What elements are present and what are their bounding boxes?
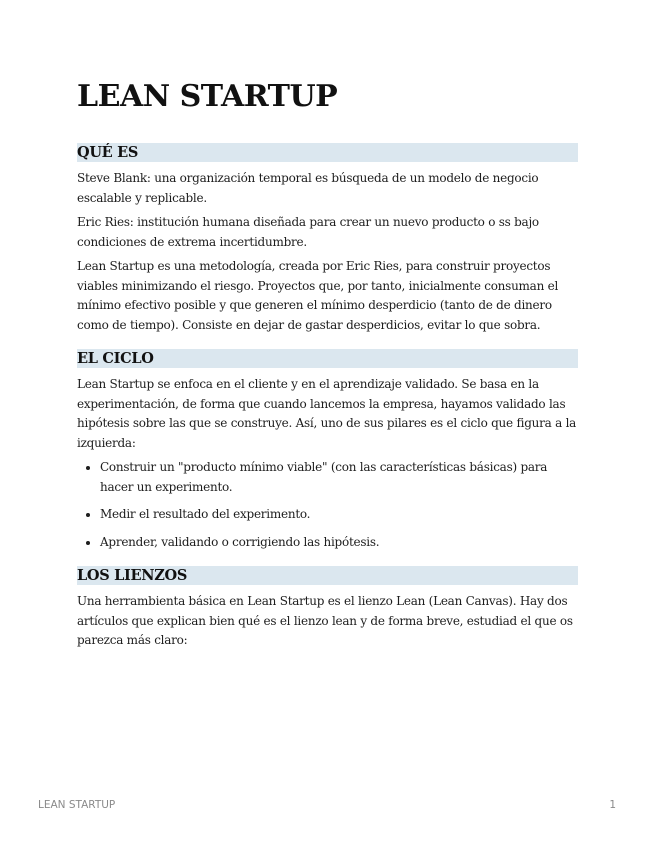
page-number: 1 bbox=[609, 799, 616, 811]
section-los-lienzos bbox=[77, 566, 578, 651]
section-que-es bbox=[77, 143, 578, 335]
document-title: LEAN STARTUP bbox=[77, 79, 338, 114]
section-heading: QUÉ ES bbox=[77, 143, 578, 162]
paragraph: Lean Startup es una metodología, creada por Eric Ries, para construir proyectos viables minimizando el riesgo. Proyectos que, por tanto, inicialmente consuman el mínimo efectivo posible y que generen el mínimo desperdicio (tanto de de dinero como de tiempo). Consiste en dejar de gastar desperdicios, evitar lo que sobra. bbox=[77, 259, 559, 332]
bullet-item: • Medir el resultado del experimento. bbox=[100, 505, 578, 525]
bullet-list bbox=[77, 458, 578, 552]
footer-title: LEAN STARTUP bbox=[38, 799, 116, 811]
bullet-item: • Aprender, validando o corrigiendo las hipótesis. bbox=[100, 533, 578, 553]
bullet-item: • Construir un "producto mínimo viable" (con las características básicas) para hacer un experimento. bbox=[100, 458, 578, 497]
paragraph: Una herrambienta básica en Lean Startup es el lienzo Lean (Lean Canvas). Hay dos artículos que explican bien qué es el lienzo lean y de forma breve, estudiad el que os parezca más claro: bbox=[77, 594, 573, 647]
section-heading: LOS LIENZOS bbox=[77, 566, 578, 585]
section-el-ciclo bbox=[77, 349, 578, 552]
paragraph: Lean Startup se enfoca en el cliente y en el aprendizaje validado. Se basa en la experimentación, de forma que cuando lancemos la empresa, hayamos validado las hipótesis sobre las que se construye. Así, uno de sus pilares es el ciclo que figura a la izquierda: bbox=[77, 377, 577, 450]
document-page bbox=[77, 78, 578, 665]
paragraph: Steve Blank: una organización temporal es búsqueda de un modelo de negocio escalable y replicable. bbox=[77, 171, 539, 205]
paragraph: Eric Ries: institución humana diseñada para crear un nuevo producto o ss bajo condiciones de extrema incertidumbre. bbox=[77, 215, 539, 249]
section-heading: EL CICLO bbox=[77, 349, 578, 368]
